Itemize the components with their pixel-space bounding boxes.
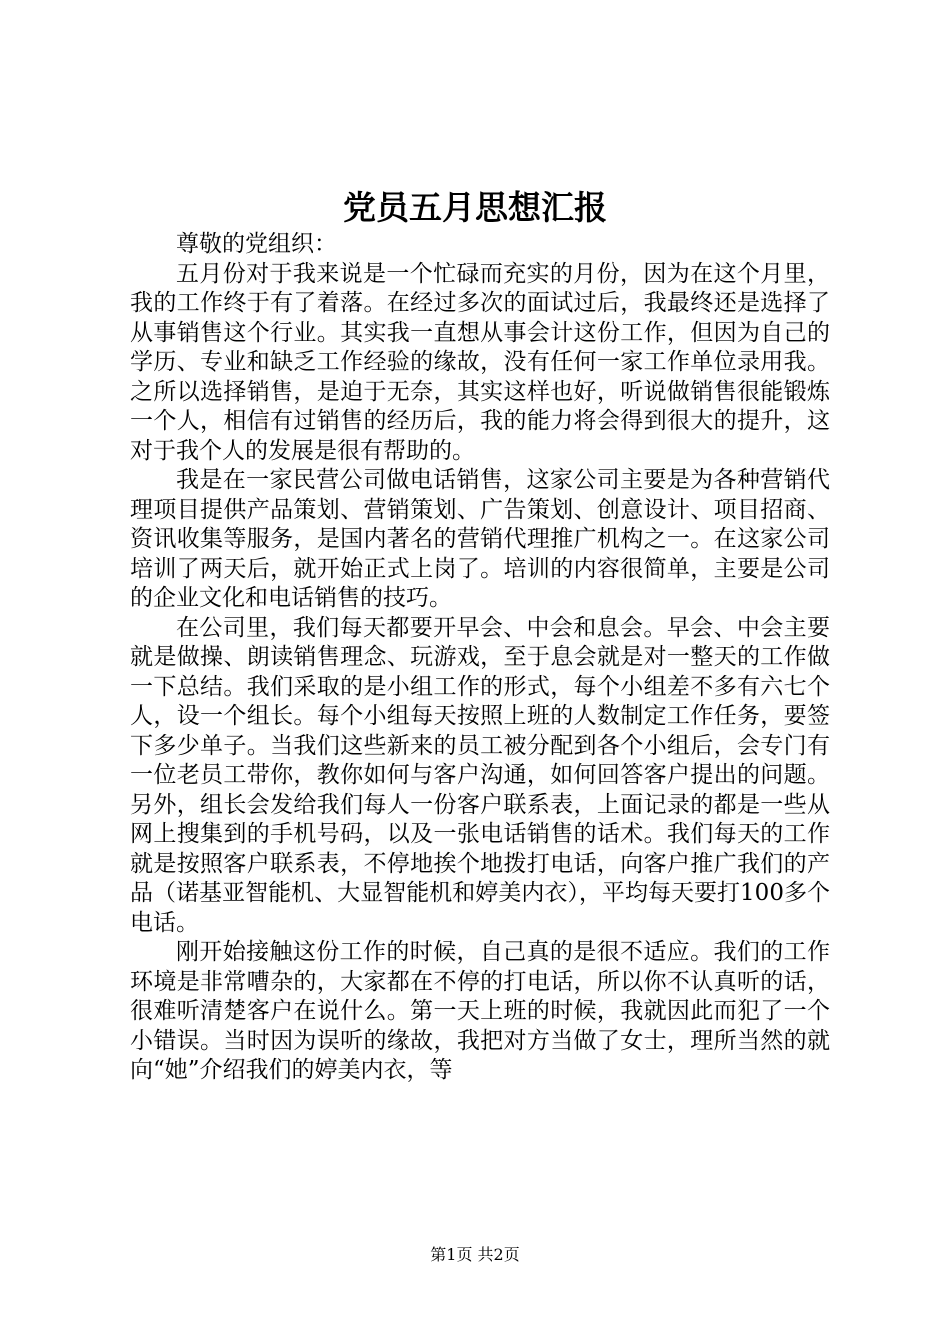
document-body <box>130 230 830 1086</box>
page-footer: 第1页 共2页 <box>430 1245 520 1264</box>
salutation: 尊敬的党组织： <box>176 231 337 257</box>
paragraph-4: 刚开始接触这份工作的时候，自己真的是很不适应。我们的工作环境是非常嘈杂的，大家都在不停的打电话，所以你不认真听的话，很难听清楚客户在说什么。第一天上班的时候，我就因此而犯了一个小错误。当时因为误听的缘故，我把对方当做了女士，理所当然的就向“她”介绍我们的婷美内衣，等 <box>130 939 830 1083</box>
paragraph-2: 我是在一家民营公司做电话销售，这家公司主要是为各种营销代理项目提供产品策划、营销策划、广告策划、创意设计、项目招商、资讯收集等服务，是国内著名的营销代理推广机构之一。在这家公司培训了两天后，就开始正式上岗了。培训的内容很简单，主要是公司的企业文化和电话销售的技巧。 <box>130 467 830 611</box>
paragraph-3: 在公司里，我们每天都要开早会、中会和息会。早会、中会主要就是做操、朗读销售理念、玩游戏，至于息会就是对一整天的工作做一下总结。我们采取的是小组工作的形式，每个小组差不多有六七个人，设一个组长。每个小组每天按照上班的人数制定工作任务，要签下多少单子。当我们这些新来的员工被分配到各个小组后，会专门有一位老员工带你，教你如何与客户沟通，如何回答客户提出的问题。另外，组长会发给我们每人一份客户联系表，上面记录的都是一些从网上搜集到的手机号码，以及一张电话销售的话术。我们每天的工作就是按照客户联系表，不停地挨个地拨打电话，向客户推广我们的产品（诺基亚智能机、大显智能机和婷美内衣），平均每天要打100多个电话。 <box>130 614 830 936</box>
document-title: 党员五月思想汇报 <box>343 188 607 227</box>
paragraph-1: 五月份对于我来说是一个忙碌而充实的月份，因为在这个月里，我的工作终于有了着落。在经过多次的面试过后，我最终还是选择了从事销售这个行业。其实我一直想从事会计这份工作，但因为自己的学历、专业和缺乏工作经验的缘故，没有任何一家工作单位录用我。之所以选择销售，是迫于无奈，其实这样也好，听说做销售很能锻炼一个人，相信有过销售的经历后，我的能力将会得到很大的提升，这对于我个人的发展是很有帮助的。 <box>130 260 830 464</box>
